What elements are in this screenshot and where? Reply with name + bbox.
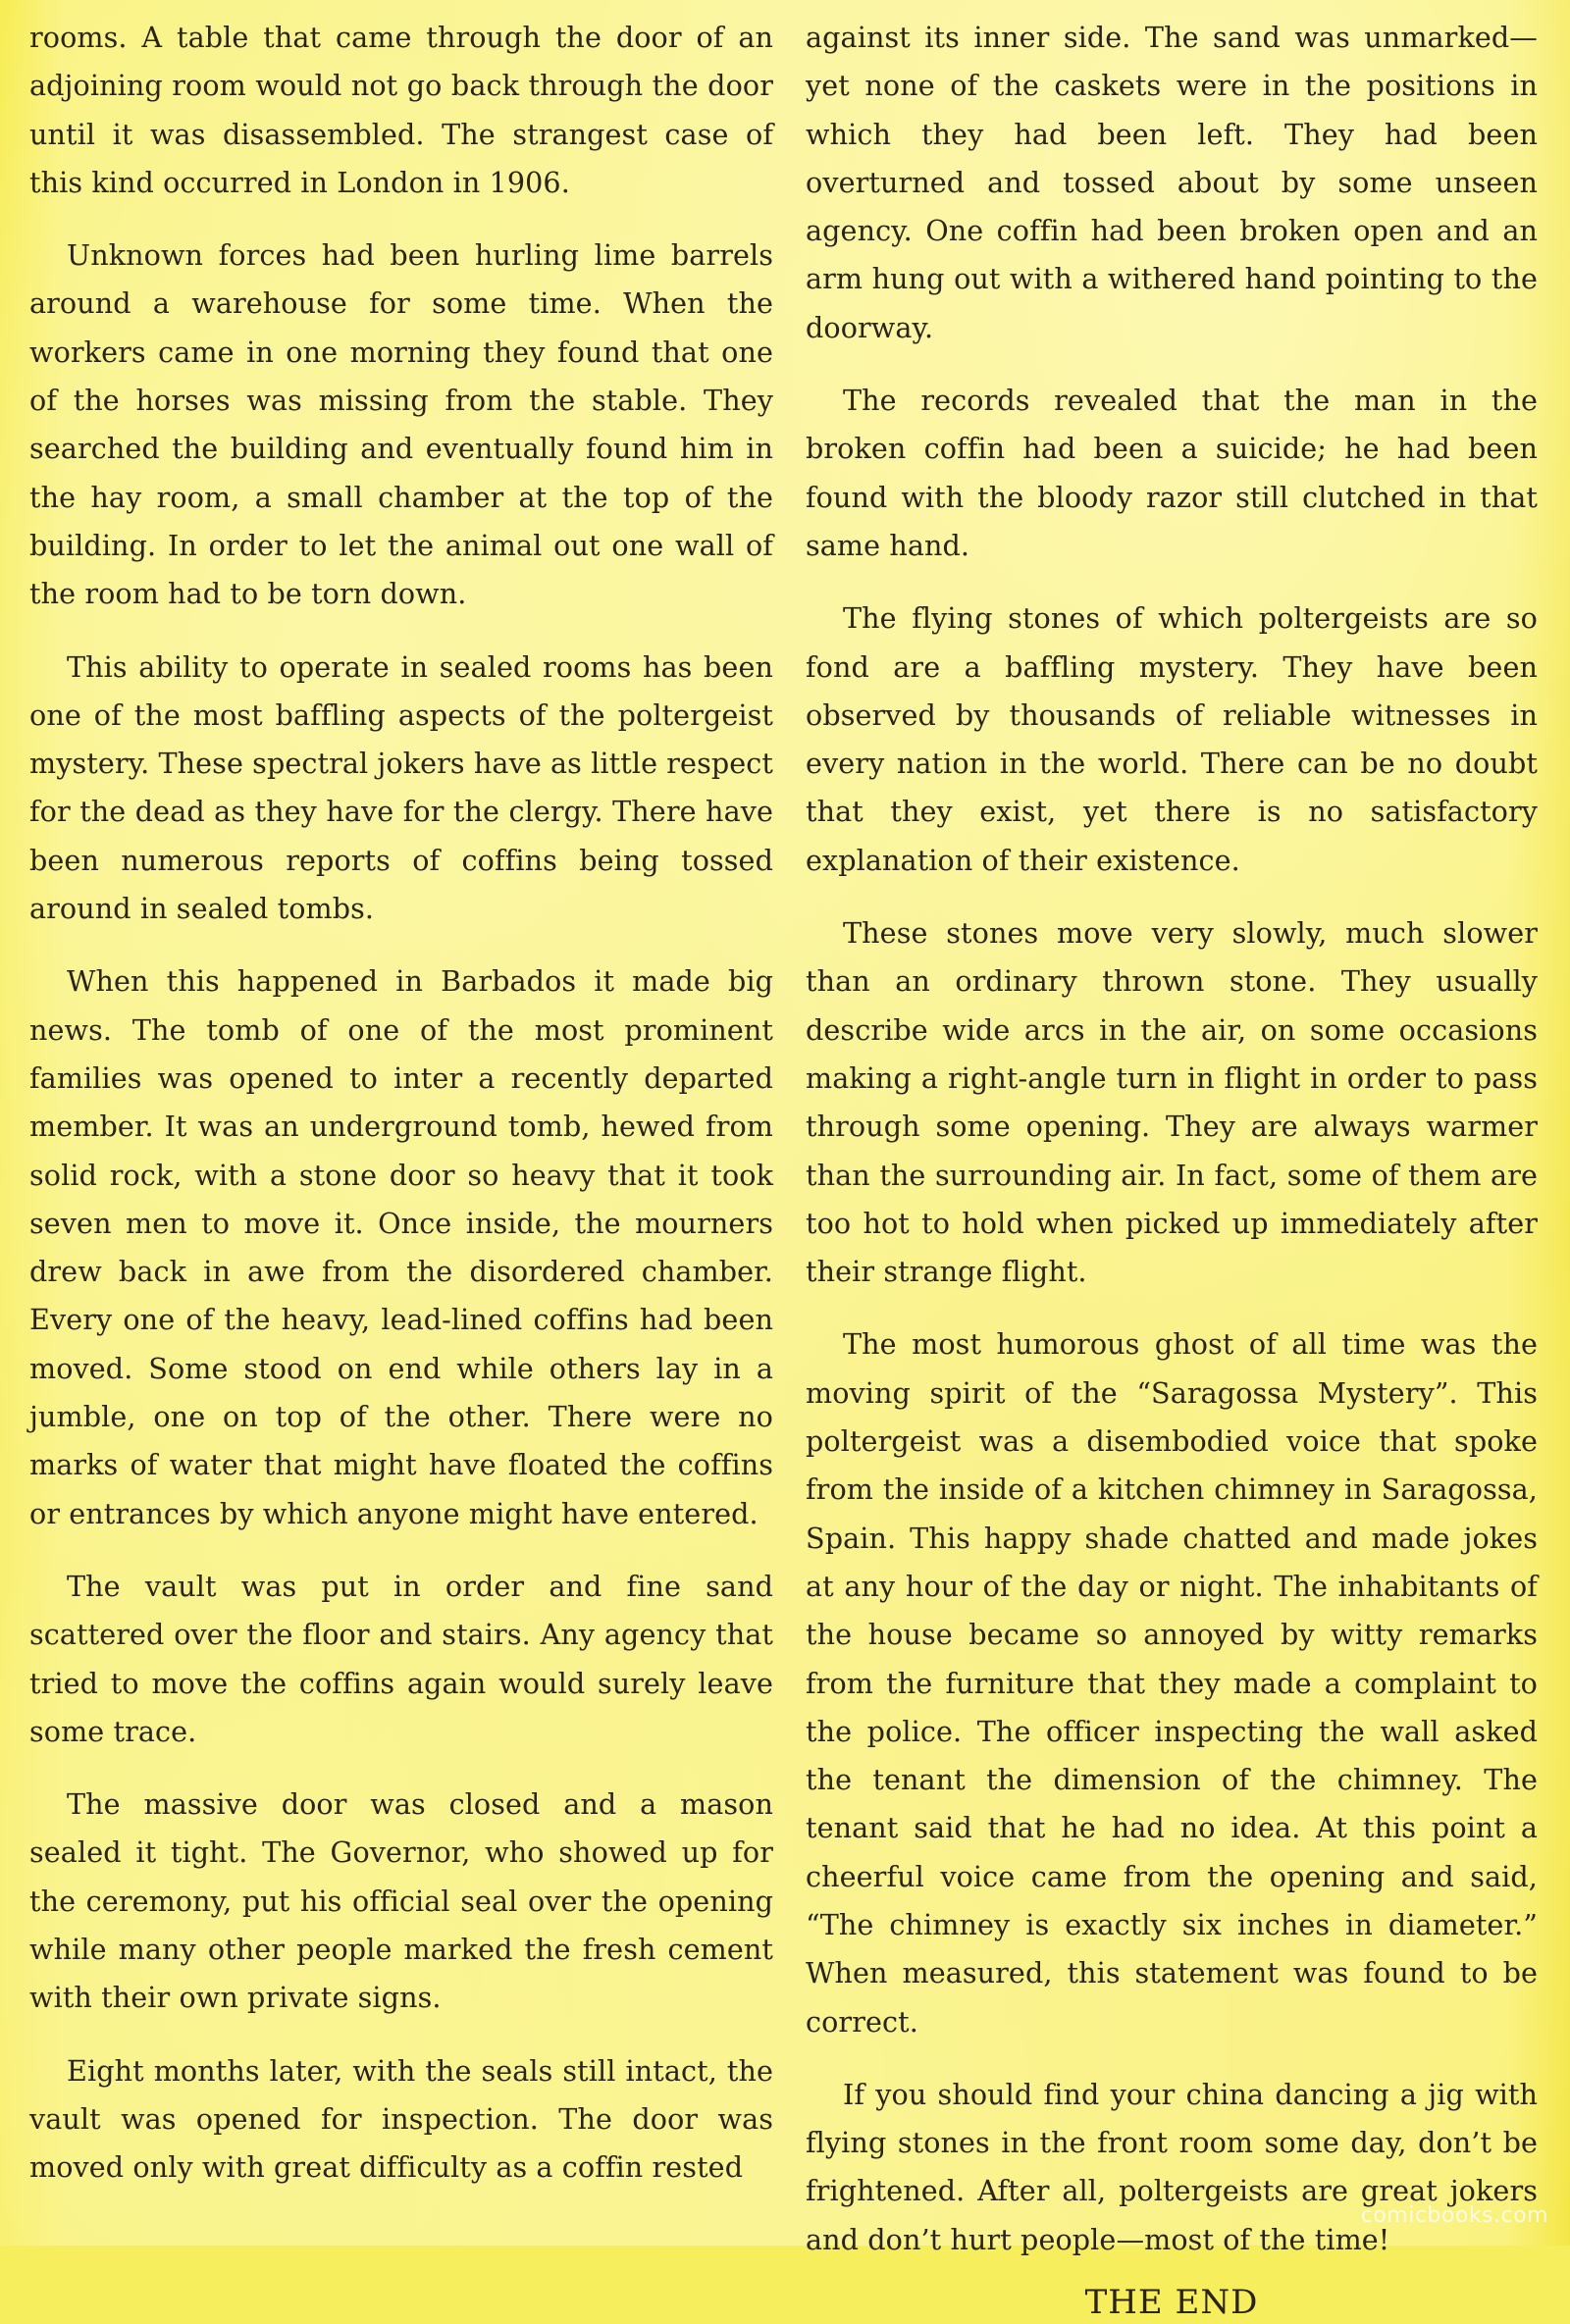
left-text-column [29,14,773,2216]
paragraph: These stones move very slowly, much slower than an ordinary thrown stone. They usually describe wide arcs in the air, on some occasions making a right-angle turn in flight in order to pass through some opening. They are always warmer than the surrounding air. In fact, some of them are too hot to hold when picked up immediately after their strange flight. [806,916,1538,1289]
paragraph: This ability to operate in sealed rooms has been one of the most baffling aspects of the poltergeist mystery. These spectral jokers have as little respect for the dead as they have for the clergy. There have been numerous reports of coffins being tossed around in sealed tombs. [29,649,773,926]
paragraph: The records revealed that the man in the broken coffin had been a suicide; he had been found with the bloody razor still clutched in that same hand. [806,384,1538,562]
paragraph: The flying stones of which poltergeists are so fond are a baffling mystery. They have been observed by thousands of reliable witnesses in every nation in the world. There can be no doubt that they exist, yet there is no satisfactory explanation of their existence. [806,601,1538,877]
paragraph: Eight months later, with the seals still intact, the vault was opened for inspection. The door was moved only with great difficulty as a coffin rested [29,2053,773,2185]
paragraph: When this happened in Barbados it made big news. The tomb of one of the most prominent families was opened to inter a recently departed member. It was an underground tomb, hewed from solid rock, with a stone door so heavy that it took seven men to move it. Once inside, the mourners drew back in awe from the disordered chamber. Every one of the heavy, lead-lined coffins had been moved. Some stood on end while others lay in a jumble, one on top of the other. There were no marks of water that might have floated the coffins or entrances by which anyone might have entered. [29,964,773,1530]
paragraph: The vault was put in order and fine sand scattered over the floor and stairs. Any agency that tried to move the coffins again would surely leave some trace. [29,1569,773,1748]
paragraph: The massive door was closed and a mason sealed it tight. The Governor, who showed up for the ceremony, put his official seal over the opening while many other people marked the fresh cement with their own private signs. [29,1787,773,2015]
paragraph: If you should find your china dancing a jig with flying stones in the front room some day, don’t be frightened. After all, poltergeists are great jokers and don’t hurt people—most of the time! [806,2077,1538,2256]
paragraph: The most humorous ghost of all time was the moving spirit of the “Saragossa Mystery”. This poltergeist was a disembodied voice that spoke from the inside of a kitchen chimney in Saragossa, Spain. This happy shade chatted and made jokes at any hour of the day or night. The inhabitants of the house became so annoyed by witty remarks from the furniture that they made a complaint to the police. The officer inspecting the wall asked the tenant the dimension of the chimney. The tenant said that he had no idea. At this point a cheerful voice came from the opening and said, “The chimney is exactly six inches in diameter.” When measured, this statement was found to be correct. [806,1327,1538,2039]
paragraph: Unknown forces had been hurling lime barrels around a warehouse for some time. When the workers came in one morning they found that one of the horses was missing from the stable. They searched the building and eventually found him in the hay room, a small chamber at the top of the building. In order to let the animal out one wall of the room had to be torn down. [29,238,773,611]
watermark: comicbooks.com [1360,2203,1548,2228]
the-end-label: THE END [1084,2283,1259,2323]
paragraph: against its inner side. The sand was unmarked—yet none of the caskets were in the positions in which they had been left. They had been overturned and tossed about by some unseen agency. One coffin had been broken open and an arm hung out with a withered hand pointing to the doorway. [806,21,1538,344]
paragraph: rooms. A table that came through the door of an adjoining room would not go back through the door until it was disassembled. The strangest case of this kind occurred in London in 1906. [29,21,773,199]
right-text-column [806,14,1538,2324]
